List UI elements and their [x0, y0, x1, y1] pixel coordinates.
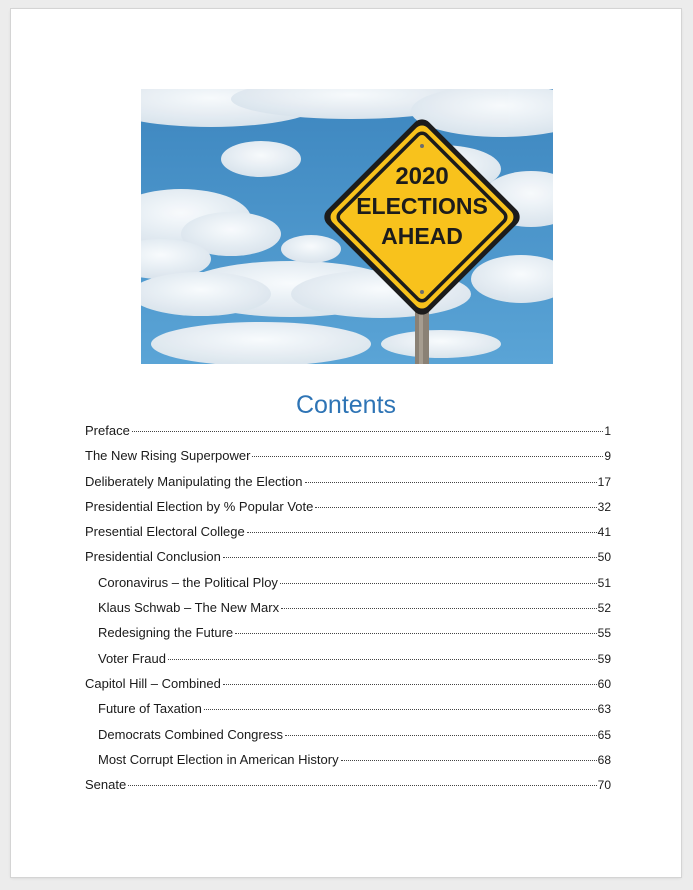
toc-entry[interactable]	[85, 423, 611, 448]
toc-entry-title[interactable]: Voter Fraud	[98, 650, 166, 666]
toc-entry[interactable]	[85, 524, 611, 549]
toc-dot-leader	[132, 431, 604, 432]
sign-text-year: 2020	[395, 163, 449, 190]
toc-entry-title[interactable]: Presidential Election by % Popular Vote	[85, 498, 314, 514]
toc-entry[interactable]	[85, 499, 611, 524]
toc-entry-page-number[interactable]: 60	[597, 676, 611, 691]
document-page	[11, 9, 681, 877]
toc-entry-title[interactable]: Presential Electoral College	[85, 524, 245, 540]
toc-entry-title[interactable]: Most Corrupt Election in American History	[98, 751, 339, 767]
toc-entry[interactable]	[85, 600, 611, 625]
toc-entry-page-number[interactable]: 59	[597, 651, 611, 666]
toc-entry-title[interactable]: Presidential Conclusion	[85, 549, 221, 565]
toc-entry[interactable]	[85, 752, 611, 777]
toc-entry-page-number[interactable]: 9	[604, 449, 611, 464]
cover-image	[141, 89, 553, 364]
toc-entry-page-number[interactable]: 65	[597, 727, 611, 742]
toc-dot-leader	[252, 456, 603, 457]
toc-entry-title[interactable]: Klaus Schwab – The New Marx	[98, 600, 280, 616]
toc-entry[interactable]	[85, 474, 611, 499]
toc-entry-title[interactable]: Preface	[85, 423, 130, 438]
toc-dot-leader	[204, 709, 597, 710]
toc-dot-leader	[341, 760, 597, 761]
toc-entry-page-number[interactable]: 41	[597, 525, 611, 540]
toc-dot-leader	[223, 684, 597, 685]
toc-dot-leader	[235, 633, 596, 634]
toc-entry-page-number[interactable]: 68	[597, 752, 611, 767]
sign-text-elections: ELECTIONS	[356, 193, 488, 219]
toc-dot-leader	[280, 583, 597, 584]
toc-entry-title[interactable]: Democrats Combined Congress	[98, 726, 283, 742]
toc-entry[interactable]	[85, 651, 611, 676]
toc-entry[interactable]	[85, 575, 611, 600]
toc-dot-leader	[305, 482, 597, 483]
toc-entry[interactable]	[85, 549, 611, 574]
cover-illustration	[141, 89, 553, 364]
toc-entry-title[interactable]: Future of Taxation	[98, 701, 202, 717]
toc-entry-page-number[interactable]: 17	[597, 474, 611, 489]
toc-dot-leader	[128, 785, 596, 786]
toc-entry-title[interactable]: Senate	[85, 777, 127, 793]
toc-entry-page-number[interactable]: 55	[597, 626, 611, 641]
toc-dot-leader	[247, 532, 597, 533]
toc-entry-title[interactable]: Deliberately Manipulating the Election	[85, 473, 303, 489]
toc-entry[interactable]	[85, 701, 611, 726]
toc-dot-leader	[168, 659, 597, 660]
toc-dot-leader	[281, 608, 597, 609]
table-of-contents	[85, 423, 611, 802]
toc-entry-title[interactable]: Redesigning the Future	[98, 625, 234, 641]
toc-entry-page-number[interactable]: 63	[597, 702, 611, 717]
toc-entry-page-number[interactable]: 50	[597, 550, 611, 565]
toc-entry[interactable]	[85, 727, 611, 752]
toc-entry[interactable]	[85, 448, 611, 473]
toc-entry-page-number[interactable]: 32	[597, 499, 611, 514]
toc-entry[interactable]	[85, 777, 611, 802]
toc-entry-title[interactable]: Capitol Hill – Combined	[85, 675, 221, 691]
toc-entry[interactable]	[85, 676, 611, 701]
toc-dot-leader	[223, 557, 597, 558]
toc-entry-page-number[interactable]: 1	[604, 424, 611, 438]
toc-dot-leader	[285, 735, 597, 736]
toc-entry-title[interactable]: Coronavirus – the Political Ploy	[98, 574, 278, 590]
toc-entry-page-number[interactable]: 52	[597, 601, 611, 616]
toc-entry-page-number[interactable]: 51	[597, 575, 611, 590]
toc-entry[interactable]	[85, 625, 611, 650]
sign-text-ahead: AHEAD	[381, 223, 463, 249]
toc-dot-leader	[315, 507, 596, 508]
toc-entry-title[interactable]: The New Rising Superpower	[85, 448, 251, 464]
toc-title: Contents	[295, 391, 397, 419]
toc-entry-page-number[interactable]: 70	[597, 778, 611, 793]
